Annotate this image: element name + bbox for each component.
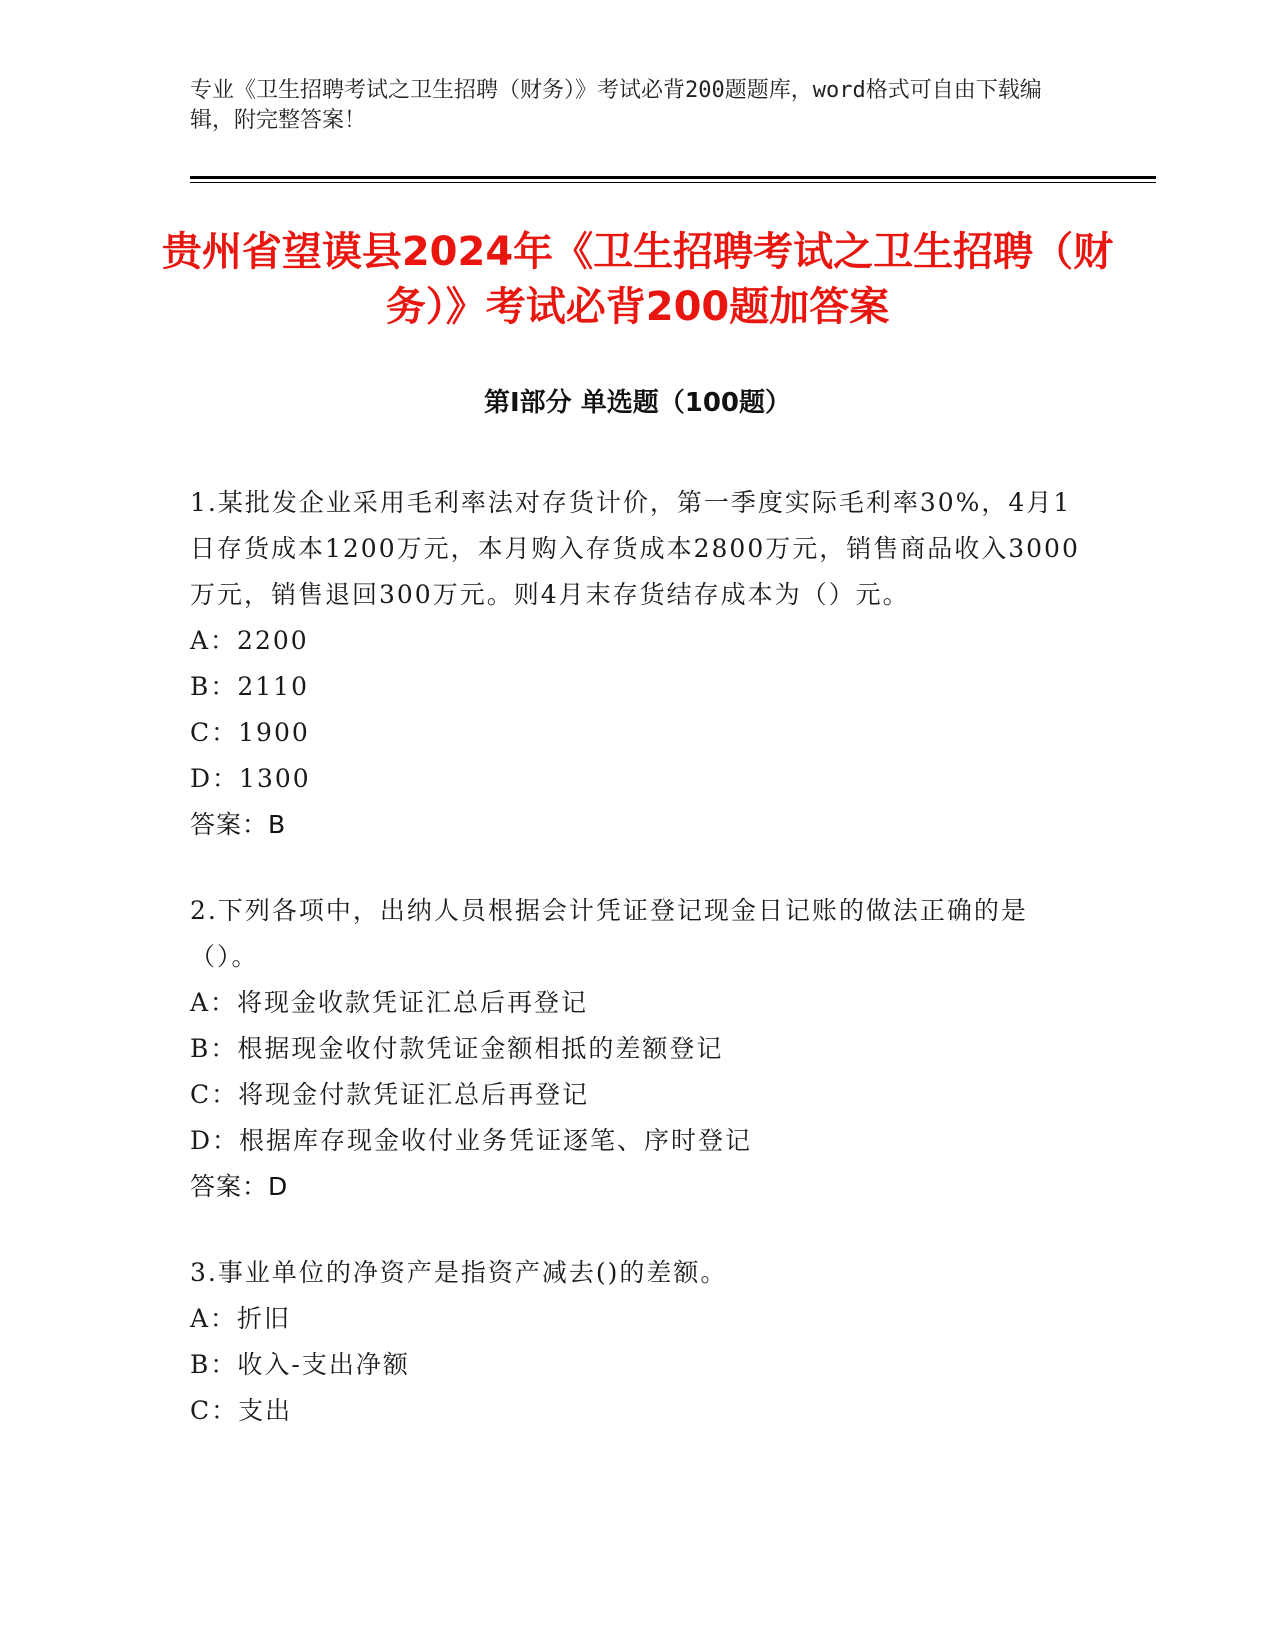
option-d: D：1300 <box>190 764 311 793</box>
question-3 <box>190 1250 1090 1434</box>
answer-line: 答案：B <box>190 810 287 839</box>
question-stem: 1.某批发企业采用毛利率法对存货计价，第一季度实际毛利率30%，4月1日存货成本1200万元，本月购入存货成本2800万元，销售商品收入3000万元，销售退回300万元。则4月末存货结存成本为（）元。 <box>190 488 1080 609</box>
question-list <box>190 480 1090 1474</box>
question-stem: 3.事业单位的净资产是指资产减去()的差额。 <box>190 1258 728 1287</box>
question-1 <box>190 480 1090 848</box>
option-d: D：根据库存现金收付业务凭证逐笔、序时登记 <box>190 1126 753 1155</box>
header-divider <box>190 176 1156 179</box>
option-b: B：2110 <box>190 672 309 701</box>
question-2 <box>190 888 1090 1210</box>
option-a: A：折旧 <box>190 1304 292 1333</box>
option-c: C：将现金付款凭证汇总后再登记 <box>190 1080 590 1109</box>
header-divider-thin <box>190 182 1156 183</box>
question-stem: 2.下列各项中，出纳人员根据会计凭证登记现金日记账的做法正确的是（）。 <box>190 896 1028 971</box>
option-c: C：支出 <box>190 1396 293 1425</box>
option-c: C：1900 <box>190 718 310 747</box>
option-b: B：收入-支出净额 <box>190 1350 410 1379</box>
section-heading: 第I部分 单选题（100题） <box>484 388 791 418</box>
option-b: B：根据现金收付款凭证金额相抵的差额登记 <box>190 1034 724 1063</box>
header-note: 专业《卫生招聘考试之卫生招聘（财务）》考试必背200题题库，word格式可自由下载编辑，附完整答案！ <box>190 78 1042 133</box>
document-title: 贵州省望谟县2024年《卫生招聘考试之卫生招聘（财务）》考试必背200题加答案 <box>161 229 1114 330</box>
answer-line: 答案：D <box>190 1172 289 1201</box>
option-a: A：将现金收款凭证汇总后再登记 <box>190 988 589 1017</box>
option-a: A：2200 <box>190 626 309 655</box>
